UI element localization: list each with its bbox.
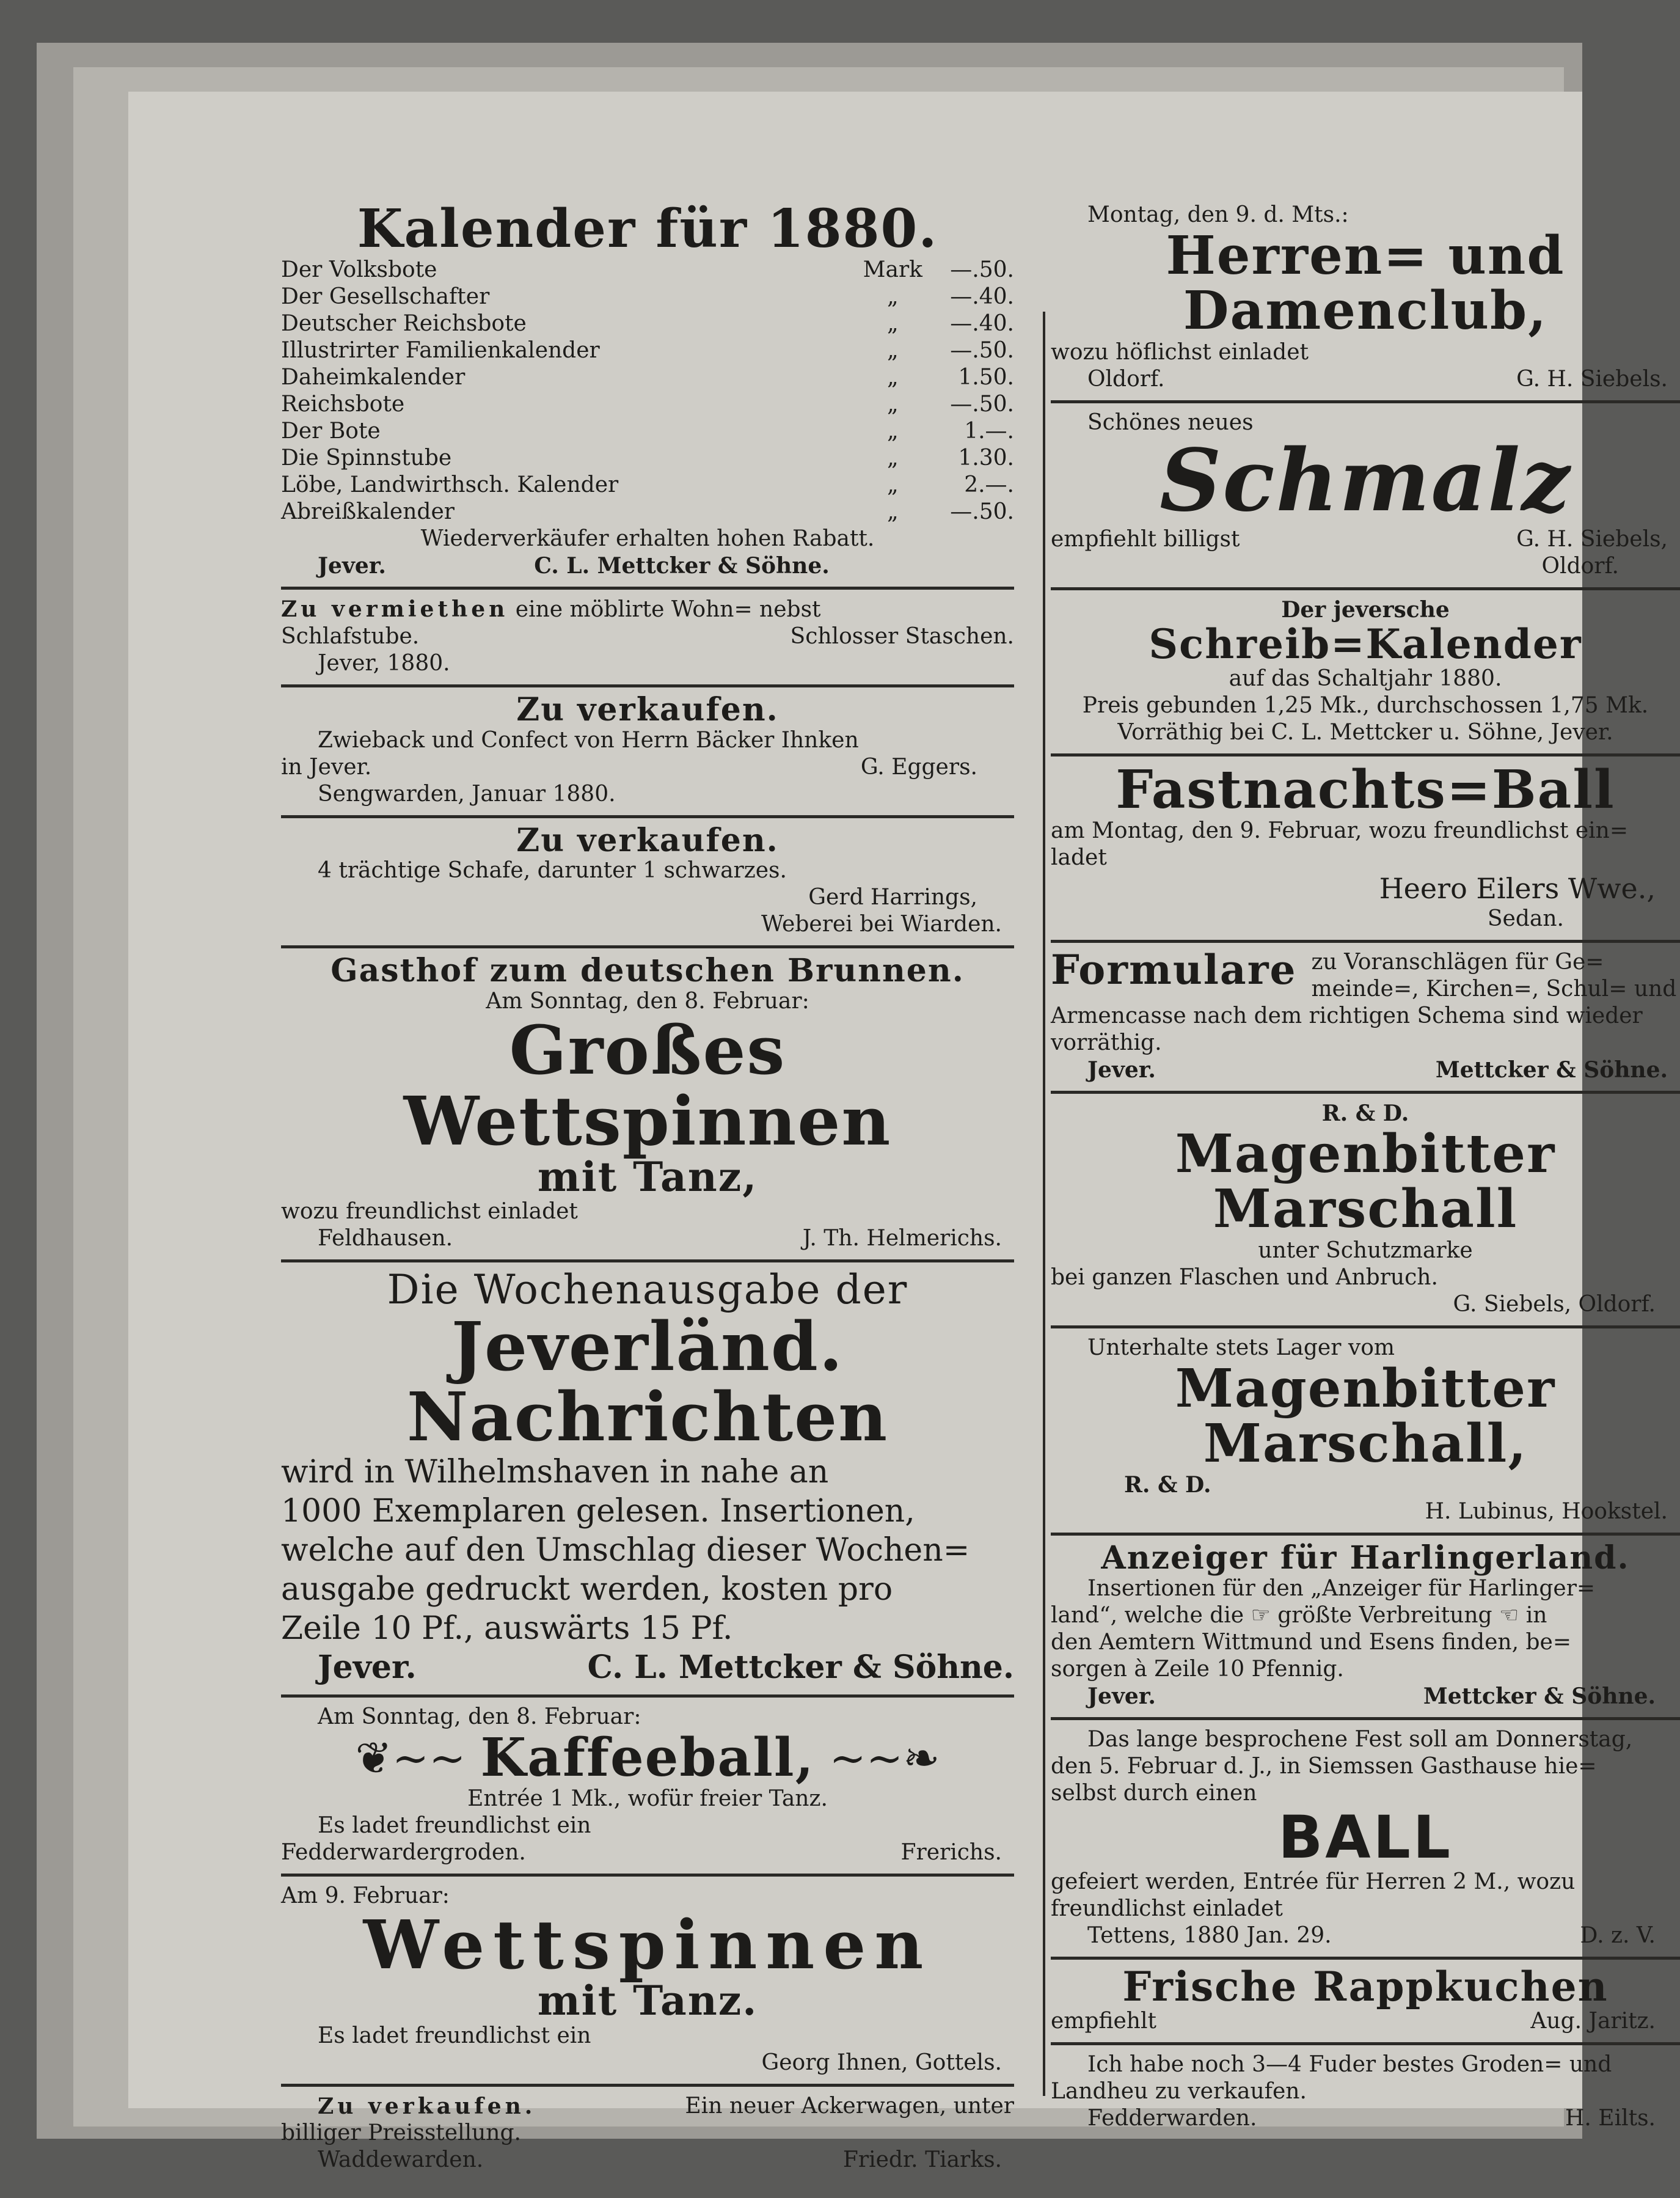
ad-club — [1051, 196, 1680, 403]
calendar-item-price: —.40. — [950, 284, 1014, 310]
ad-gasthof — [281, 948, 1014, 1262]
calendar-row — [281, 310, 1014, 337]
calendar-item-price: 2.—. — [964, 472, 1014, 498]
hay-line2: Landheu zu verkaufen. — [1051, 2079, 1307, 2105]
calendar-note: Wiederverkäufer erhalten hohen Rabatt. — [420, 526, 875, 552]
wagon-lead: Zu verkaufen. — [318, 2093, 536, 2119]
club-date: Montag, den 9. d. Mts.: — [1087, 202, 1349, 227]
anzeiger-line4: sorgen à Zeile 10 Pfennig. — [1051, 1656, 1344, 1682]
gasthof-invite: wozu freundlichst einladet — [281, 1199, 578, 1225]
calendar-row — [281, 284, 1014, 310]
anzeiger-firm: Mettcker & Söhne. — [1423, 1683, 1656, 1709]
calendar-row — [281, 418, 1014, 445]
kaffeeball-title: Kaffeeball, — [480, 1726, 815, 1789]
ad-fastnacht — [1051, 756, 1680, 943]
magen2-mark: R. & D. — [1124, 1472, 1211, 1498]
formulare-firm: Mettcker & Söhne. — [1435, 1057, 1668, 1083]
calendar-item-name: Der Gesellschafter — [281, 284, 490, 310]
calendar-row — [281, 391, 1014, 418]
weekly-line3: welche auf den Umschlag dieser Wochen= — [281, 1531, 970, 1569]
right-column — [1051, 196, 1680, 2139]
anzeiger-line2: land“, welche die ☞ größte Verbreitung ☜ in — [1051, 1602, 1547, 1628]
column-divider — [1043, 312, 1045, 2096]
rapp-text: empfiehlt — [1051, 2009, 1156, 2034]
sale1-text1: Zwieback und Confect von Herrn Bäcker Ihnken — [318, 727, 859, 753]
sale1-title: Zu verkaufen. — [516, 691, 779, 729]
calendar-item-unit: „ — [886, 338, 899, 364]
rent-name: Schlosser Staschen. — [790, 624, 1014, 650]
calendar-item-price: —.50. — [950, 499, 1014, 525]
calendar-row — [281, 364, 1014, 391]
ad-magenbitter-1 — [1051, 1094, 1680, 1328]
calendar-item-name: Abreißkalender — [281, 499, 455, 525]
calendar-item-unit: „ — [886, 472, 899, 498]
ad-schmalz — [1051, 403, 1680, 590]
magen1-line2: bei ganzen Flaschen und Anbruch. — [1051, 1264, 1438, 1290]
formulare-text1: zu Voranschlägen für Ge= — [1311, 950, 1604, 975]
calendar-item-unit: „ — [886, 499, 899, 525]
formulare-text3: Armencasse nach dem richtigen Schema sind wieder — [1051, 1003, 1643, 1029]
gasthof-place: Feldhausen. — [318, 1226, 453, 1251]
schreibkalender-title: Schreib=Kalender — [1149, 620, 1582, 668]
ball-line2: den 5. Februar d. J., in Siemssen Gasthause hie= — [1051, 1753, 1597, 1779]
calendar-row — [281, 499, 1014, 526]
fastnacht-place: Sedan. — [1487, 906, 1564, 932]
calendar-item-unit: „ — [886, 419, 899, 444]
calendar-item-price: 1.—. — [964, 419, 1014, 444]
weekly-intro: Die Wochenausgabe der — [387, 1266, 908, 1314]
ad-rent — [281, 590, 1014, 687]
ball-line4: gefeiert werden, Entrée für Herren 2 M., wozu — [1051, 1869, 1576, 1894]
sale1-footer: Sengwarden, Januar 1880. — [318, 781, 616, 807]
kaffeeball-place: Fedderwardergroden. — [281, 1839, 526, 1865]
wagon-name: Friedr. Tiarks. — [842, 2147, 1002, 2172]
club-name: G. H. Siebels. — [1516, 366, 1668, 392]
wettspinnen-sub: mit Tanz. — [537, 1977, 758, 2025]
ad-sale-confect — [281, 687, 1014, 818]
sale1-name: G. Eggers. — [860, 754, 977, 780]
ball-line1: Das lange besprochene Fest soll am Donnerstag, — [1087, 1726, 1633, 1752]
weekly-line2: 1000 Exemplaren gelesen. Insertionen, — [281, 1492, 915, 1529]
calendar-item-unit: „ — [886, 311, 899, 337]
schmalz-title: Schmalz — [1160, 430, 1571, 531]
magen1-mark: R. & D. — [1321, 1101, 1409, 1127]
ad-sale-sheep — [281, 818, 1014, 949]
calendar-item-price: —.50. — [950, 257, 1014, 283]
schmalz-place: Oldorf. — [1541, 553, 1619, 579]
gasthof-event: Großes Wettspinnen — [403, 1011, 892, 1160]
magen1-name: G. Siebels, Oldorf. — [1453, 1291, 1656, 1317]
anzeiger-line3: den Aemtern Wittmund und Esens finden, be= — [1051, 1629, 1571, 1655]
gasthof-event2: mit Tanz, — [537, 1153, 758, 1201]
ball-place: Tettens, 1880 Jan. 29. — [1087, 1922, 1332, 1948]
formulare-title: Formulare — [1051, 946, 1297, 994]
weekly-line4: ausgabe gedruckt werden, kosten pro — [281, 1570, 893, 1608]
ball-line5: freundlichst einladet — [1051, 1896, 1283, 1921]
calendar-item-name: Illustrirter Familienkalender — [281, 338, 600, 364]
calendar-item-price: —.50. — [950, 338, 1014, 364]
schmalz-name: G. H. Siebels, — [1516, 526, 1668, 552]
club-place: Oldorf. — [1087, 366, 1165, 392]
hay-place: Fedderwarden. — [1087, 2106, 1257, 2131]
rent-text1: eine möblirte Wohn= nebst — [515, 597, 821, 623]
anzeiger-place: Jever. — [1087, 1683, 1156, 1709]
anzeiger-title: Anzeiger für Harlingerland. — [1101, 1539, 1630, 1577]
anzeiger-line1: Insertionen für den „Anzeiger für Harlinger= — [1087, 1575, 1596, 1601]
calendar-item-price: 1.50. — [958, 365, 1014, 390]
rapp-title: Frische Rappkuchen — [1122, 1962, 1609, 2010]
calendar-item-unit: Mark — [863, 257, 922, 283]
club-title: Herren= und Damenclub, — [1166, 225, 1565, 342]
magen2-title: Magenbitter Marschall, — [1175, 1357, 1556, 1475]
sale2-text: 4 trächtige Schafe, darunter 1 schwarzes. — [318, 858, 787, 884]
magen1-title: Magenbitter Marschall — [1175, 1123, 1556, 1240]
magen2-name: H. Lubinus, Hookstel. — [1425, 1499, 1668, 1525]
ad-magenbitter-2 — [1051, 1328, 1680, 1536]
calendar-item-name: Löbe, Landwirthsch. Kalender — [281, 472, 619, 498]
weekly-place: Jever. — [318, 1648, 417, 1686]
schreibkalender-line3: Vorräthig bei C. L. Mettcker u. Söhne, Jever. — [1117, 719, 1613, 745]
fastnacht-name: Heero Eilers Wwe., — [1379, 872, 1656, 906]
calendar-item-price: —.50. — [950, 392, 1014, 417]
schreibkalender-line2: Preis gebunden 1,25 Mk., durchschossen 1,75 Mk. — [1082, 692, 1649, 718]
rent-text2: Schlafstube. — [281, 624, 420, 650]
calendar-title: Kalender für 1880. — [357, 198, 938, 260]
calendar-item-name: Reichsbote — [281, 392, 405, 417]
kaffeeball-date: Am Sonntag, den 8. Februar: — [318, 1704, 641, 1729]
ball-sign: D. z. V. — [1580, 1922, 1656, 1948]
fastnacht-line1: am Montag, den 9. Februar, wozu freundlichst ein= — [1051, 818, 1629, 844]
calendar-place: Jever. — [318, 553, 386, 579]
ad-schreibkalender — [1051, 590, 1680, 756]
calendar-item-price: —.40. — [950, 311, 1014, 337]
calendar-item-unit: „ — [886, 365, 899, 390]
ball-title: BALL — [1278, 1803, 1453, 1872]
left-column — [281, 196, 1014, 2181]
calendar-item-unit: „ — [886, 392, 899, 417]
ad-anzeiger — [1051, 1536, 1680, 1720]
calendar-item-unit: „ — [886, 284, 899, 310]
ad-rappkuchen — [1051, 1960, 1680, 2045]
calendar-row — [281, 337, 1014, 364]
schmalz-text: empfiehlt billigst — [1051, 526, 1240, 552]
schreibkalender-line1: auf das Schaltjahr 1880. — [1229, 665, 1502, 691]
fastnacht-line2: ladet — [1051, 845, 1107, 871]
flourish-right-icon: ~~❧ — [829, 1732, 940, 1784]
calendar-item-unit: „ — [886, 445, 899, 471]
wettspinnen-date: Am 9. Februar: — [281, 1883, 450, 1908]
wettspinnen-invite: Es ladet freundlichst ein — [318, 2023, 591, 2048]
gasthof-name: J. Th. Helmerichs. — [802, 1226, 1002, 1251]
sale2-name: Gerd Harrings, — [808, 885, 977, 910]
rent-footer: Jever, 1880. — [318, 651, 450, 676]
calendar-item-name: Deutscher Reichsbote — [281, 311, 527, 337]
wagon-text2: billiger Preisstellung. — [281, 2120, 521, 2145]
calendar-item-name: Der Volksbote — [281, 257, 437, 283]
hay-line1: Ich habe noch 3—4 Fuder bestes Groden= und — [1087, 2052, 1612, 2078]
gasthof-title: Gasthof zum deutschen Brunnen. — [331, 952, 965, 990]
wettspinnen-title: Wettspinnen — [363, 1905, 932, 1984]
fastnacht-title: Fastnachts=Ball — [1116, 758, 1615, 821]
ad-hay — [1051, 2045, 1680, 2139]
weekly-line5: Zeile 10 Pf., auswärts 15 Pf. — [281, 1610, 733, 1647]
weekly-firm: C. L. Mettcker & Söhne. — [587, 1648, 1014, 1686]
calendar-firm: C. L. Mettcker & Söhne. — [534, 553, 830, 579]
newspaper-page — [128, 92, 1677, 2172]
calendar-item-name: Daheimkalender — [281, 365, 466, 390]
calendar-price-list — [281, 257, 1014, 526]
flourish-left-icon: ❦~~ — [355, 1732, 466, 1784]
kaffeeball-invite: Es ladet freundlichst ein — [318, 1812, 591, 1838]
calendar-item-name: Die Spinnstube — [281, 445, 452, 471]
ad-kaffeeball — [281, 1698, 1014, 1877]
calendar-item-price: 1.30. — [958, 445, 1014, 471]
calendar-row — [281, 257, 1014, 284]
sale1-text2: in Jever. — [281, 754, 372, 780]
schmalz-intro: Schönes neues — [1087, 409, 1254, 435]
ad-formulare — [1051, 943, 1680, 1094]
formulare-text4: vorräthig. — [1051, 1030, 1162, 1056]
ad-calendar — [281, 196, 1014, 590]
rent-lead: Zu vermiethen — [281, 596, 509, 623]
calendar-row — [281, 445, 1014, 472]
ad-wettspinnen — [281, 1877, 1014, 2087]
calendar-row — [281, 472, 1014, 499]
weekly-title: Jeverländ. Nachrichten — [406, 1306, 889, 1457]
formulare-text2: meinde=, Kirchen=, Schul= und — [1311, 976, 1677, 1002]
magen2-intro: Unterhalte stets Lager vom — [1087, 1335, 1395, 1360]
gasthof-date: Am Sonntag, den 8. Februar: — [486, 989, 809, 1014]
kaffeeball-name: Frerichs. — [900, 1839, 1002, 1865]
ad-weekly-edition — [281, 1262, 1014, 1697]
ad-ball — [1051, 1720, 1680, 1960]
kaffeeball-entry: Entrée 1 Mk., wofür freier Tanz. — [467, 1786, 828, 1811]
hay-name: H. Eilts. — [1565, 2106, 1656, 2131]
schreibkalender-intro: Der jeversche — [1281, 596, 1450, 623]
sale2-title: Zu verkaufen. — [516, 821, 779, 859]
magen1-line1: unter Schutzmarke — [1258, 1237, 1473, 1263]
sale2-place: Weberei bei Wiarden. — [761, 912, 1002, 937]
ball-line3: selbst durch einen — [1051, 1780, 1257, 1806]
rapp-name: Aug. Jaritz. — [1530, 2009, 1656, 2034]
calendar-item-name: Der Bote — [281, 419, 381, 444]
ad-wagon — [281, 2087, 1014, 2181]
club-invite: wozu höflichst einladet — [1051, 339, 1309, 365]
wagon-place: Waddewarden. — [318, 2147, 484, 2172]
calendar-signature — [281, 552, 1014, 579]
weekly-line1: wird in Wilhelmshaven in nahe an — [281, 1453, 829, 1490]
wagon-text1: Ein neuer Ackerwagen, unter — [685, 2093, 1014, 2119]
formulare-place: Jever. — [1087, 1057, 1156, 1083]
wettspinnen-name: Georg Ihnen, Gottels. — [761, 2050, 1002, 2075]
